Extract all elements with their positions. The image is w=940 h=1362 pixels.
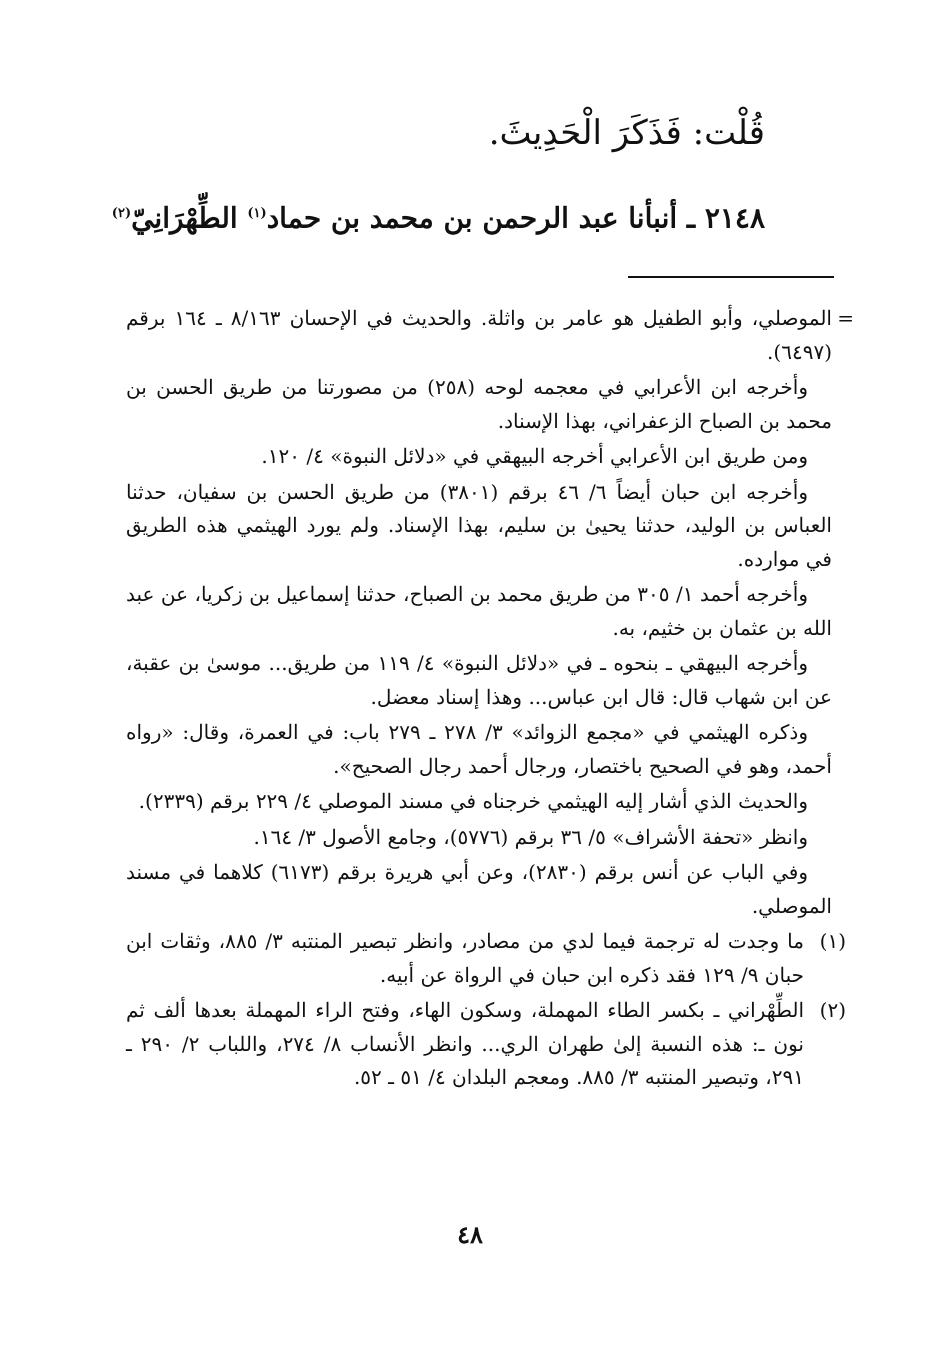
note-paragraph: وأخرجه البيهقي ـ بنحوه ـ في «دلائل النبوة» ٤/ ١١٩ من طريق... موسىٰ بن عقبة، عن ابن شهاب قال: قال ابن عباس... وهذا إسناد معضل.: [126, 651, 832, 709]
note-paragraph: وذكره الهيثمي في «مجمع الزوائد» ٣/ ٢٧٨ ـ ٢٧٩ باب: في العمرة، وقال: «رواه أحمد، وهو في الصحيح باختصار، ورجال أحمد رجال الصحيح».: [126, 720, 832, 778]
continuation-mark: =: [837, 306, 854, 330]
note-paragraph-text: الموصلي، وأبو الطفيل هو عامر بن واثلة. والحديث في الإحسان ٨/١٦٣ ـ ١٦٤ برقم (٦٤٩٧).: [126, 306, 832, 364]
page-number: ٤٨: [457, 1220, 483, 1249]
heading-quote-line: [165, 108, 765, 158]
note-paragraph: [126, 302, 854, 369]
footnote-1-number: (١): [819, 929, 846, 953]
note-paragraph: وأخرجه ابن حبان أيضاً ٦/ ٤٦ برقم (٣٨٠١) من طريق الحسن بن سفيان، حدثنا العباس بن الوليد، حدثنا يحيىٰ بن سليم، بهذا الإسناد. ولم يورد الهيثمي هذه الطريق في موارده.: [126, 479, 832, 571]
hadith-isnad-text: ٢١٤٨ ـ أنبأنا عبد الرحمن بن محمد بن حماد: [266, 201, 765, 235]
footnote-ref-2[interactable]: (٢): [111, 206, 132, 221]
note-paragraph: ومن طريق ابن الأعرابي أخرجه البيهقي في «دلائل النبوة» ٤/ ١٢٠.: [261, 444, 808, 468]
heading-quote-text: قُلْت: فَذَكَرَ الْحَدِيثَ.: [488, 113, 765, 153]
footnote-1: [126, 925, 846, 992]
hadith-nisba: الطِّهْرَانِيّ: [131, 201, 248, 235]
footnote-2: [126, 994, 846, 1095]
note-paragraph: وفي الباب عن أنس برقم (٢٨٣٠)، وعن أبي هريرة برقم (٦١٧٣) كلاهما في مسند الموصلي.: [126, 860, 832, 918]
hadith-isnad-line: [65, 192, 765, 240]
note-paragraph: وأخرجه ابن الأعرابي في معجمه لوحه (٢٥٨) من مصورتنا من طريق الحسن بن محمد بن الصباح الزعفراني، بهذا الإسناد.: [126, 375, 832, 433]
footnote-2-number: (٢): [819, 998, 846, 1022]
note-paragraph: وانظر «تحفة الأشراف» ٥/ ٣٦ برقم (٥٧٧٦)، وجامع الأصول ٣/ ١٦٤.: [253, 824, 808, 849]
note-paragraph: وأخرجه أحمد ١/ ٣٠٥ من طريق محمد بن الصباح، حدثنا إسماعيل بن زكريا، عن عبد الله بن عثمان بن خثيم، به.: [126, 582, 832, 640]
note-paragraph: والحديث الذي أشار إليه الهيثمي خرجناه في مسند الموصلي ٤/ ٢٢٩ برقم (٢٣٣٩).: [138, 789, 808, 813]
footnotes-block: [126, 302, 854, 1097]
footnote-ref-1[interactable]: (١): [247, 206, 267, 221]
footnote-divider: [628, 276, 834, 278]
footnote-2-text: الطِّهْراني ـ بكسر الطاء المهملة، وسكون الهاء، وفتح الراء المهملة بعدها ألف ثم نون ـ: هذه النسبة إلىٰ طهران الري... وانظر الأنساب ٨/ ٢٧٤، واللباب ٢/ ٢٩٠ ـ ٢٩١، وتبصير المنتبه ٣/ ٨٨٥. ومعجم البلدان ٤/ ٥١ ـ ٥٢.: [126, 998, 804, 1089]
footnote-1-text: ما وجدت له ترجمة فيما لدي من مصادر، وانظر تبصير المنتبه ٣/ ٨٨٥، وثقات ابن حبان ٩/ ١٢٩ فقد ذكره ابن حبان في الرواة عن أبيه.: [126, 929, 804, 987]
